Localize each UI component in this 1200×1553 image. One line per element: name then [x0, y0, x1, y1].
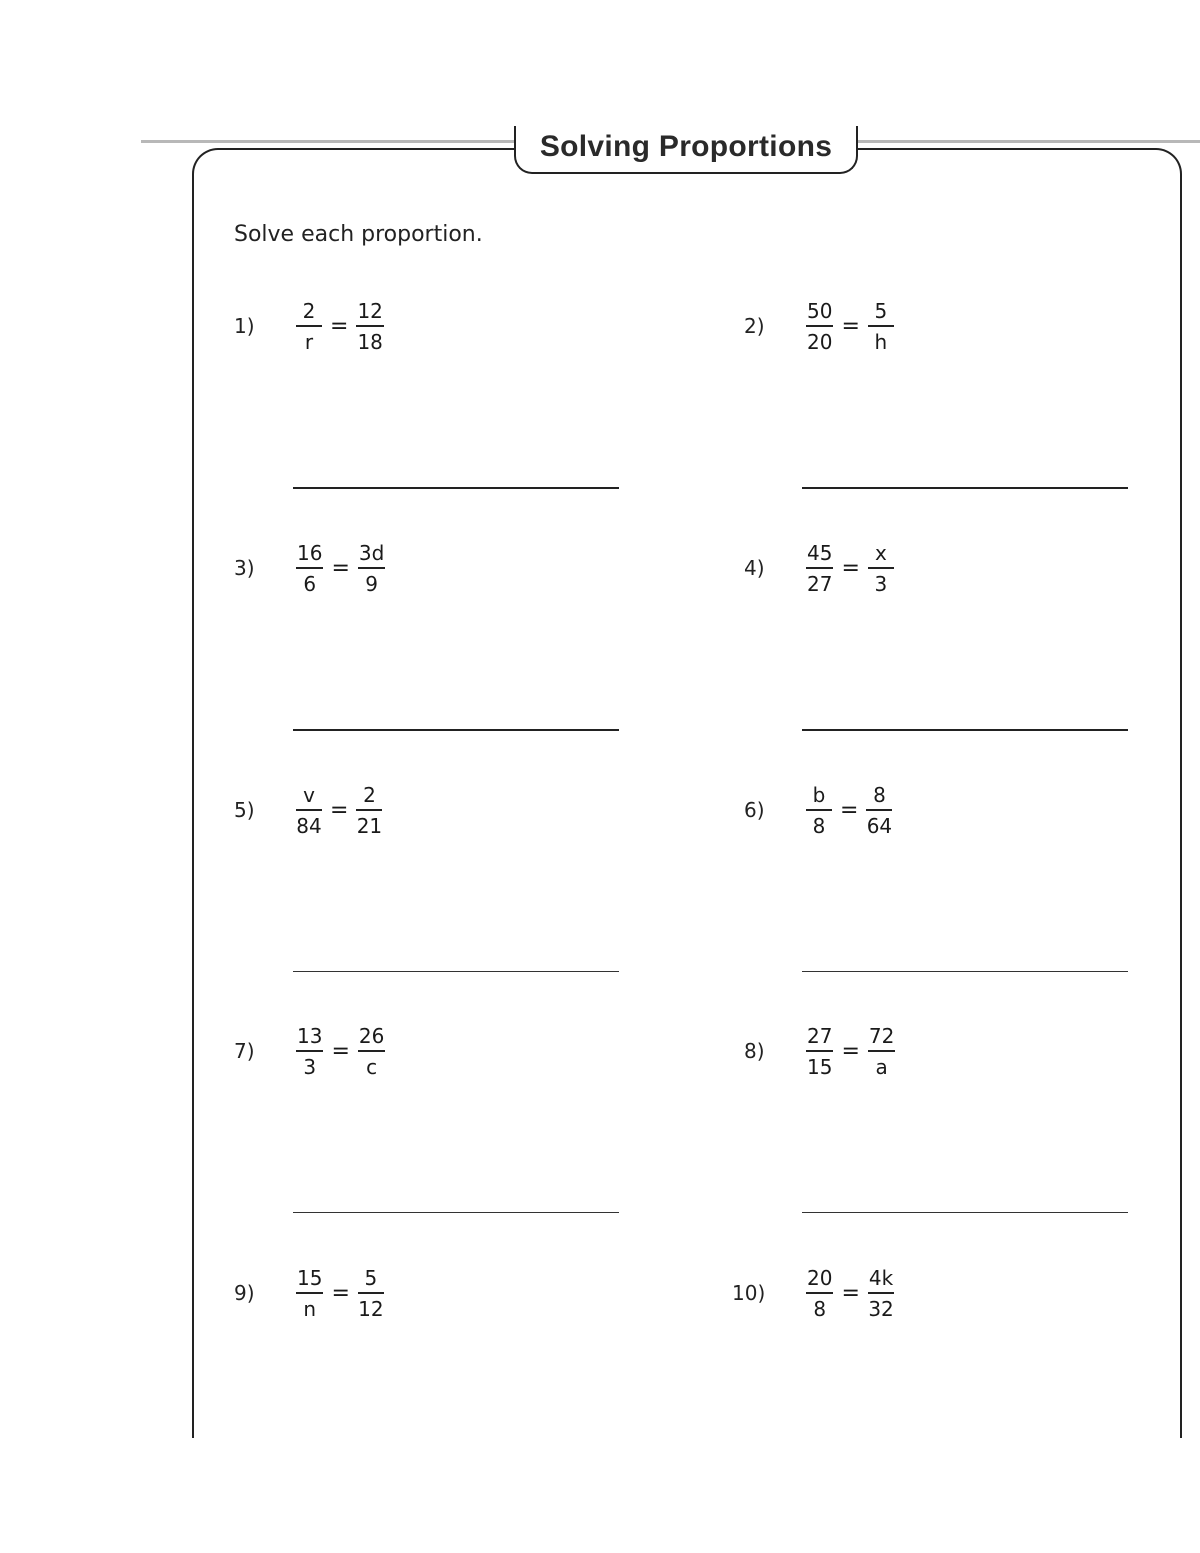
- equals-sign: =: [330, 314, 349, 339]
- fraction-bar: [296, 567, 323, 569]
- fraction-bar: [296, 325, 322, 327]
- numerator: 8: [873, 783, 886, 807]
- problem-number: 6): [744, 798, 765, 822]
- denominator: 6: [303, 572, 317, 596]
- fraction-bar: [356, 809, 382, 811]
- equals-sign: =: [331, 1039, 350, 1064]
- equals-sign: =: [841, 1281, 860, 1306]
- right-fraction: [356, 782, 382, 839]
- problem-number: 8): [744, 1039, 765, 1063]
- denominator: 8: [813, 1297, 827, 1321]
- answer-line-5[interactable]: [293, 971, 619, 972]
- answer-line-6[interactable]: [802, 971, 1128, 972]
- right-fraction: [358, 1023, 385, 1080]
- left-fraction: [296, 540, 323, 597]
- left-fraction: [806, 1265, 833, 1322]
- equals-sign: =: [331, 556, 350, 581]
- proportion-equation: [806, 782, 892, 839]
- right-fraction: [358, 540, 385, 597]
- denominator: 15: [807, 1055, 833, 1079]
- right-fraction: [356, 298, 383, 355]
- denominator: 3: [874, 572, 888, 596]
- proportion-equation: [296, 1265, 384, 1322]
- instructions: Solve each proportion.: [234, 222, 483, 247]
- left-fraction: [296, 1265, 323, 1322]
- denominator: 18: [357, 330, 383, 354]
- numerator: 3d: [358, 541, 385, 565]
- fraction-bar: [806, 567, 833, 569]
- denominator: 64: [866, 814, 893, 838]
- numerator: 5: [874, 299, 888, 323]
- denominator: 12: [358, 1297, 384, 1321]
- left-fraction: [296, 782, 322, 839]
- equals-sign: =: [330, 798, 349, 823]
- proportion-equation: [806, 298, 894, 355]
- fraction-bar: [868, 1050, 895, 1052]
- right-fraction: [358, 1265, 384, 1322]
- right-fraction: [868, 1265, 894, 1322]
- numerator: v: [303, 783, 315, 807]
- fraction-bar: [358, 1292, 384, 1294]
- numerator: 15: [297, 1266, 323, 1290]
- left-fraction: [806, 298, 833, 355]
- fraction-bar: [806, 1292, 833, 1294]
- proportion-equation: [296, 1023, 385, 1080]
- equals-sign: =: [331, 1281, 350, 1306]
- left-fraction: [806, 1023, 833, 1080]
- problem-number: 3): [234, 556, 255, 580]
- problem-number: 5): [234, 798, 255, 822]
- problem-number: 9): [234, 1281, 255, 1305]
- answer-line-7[interactable]: [293, 1212, 619, 1213]
- problem-number: 4): [744, 556, 765, 580]
- numerator: 20: [807, 1266, 833, 1290]
- denominator: c: [366, 1055, 378, 1079]
- denominator: 27: [807, 572, 833, 596]
- numerator: 27: [807, 1024, 833, 1048]
- answer-line-8[interactable]: [802, 1212, 1128, 1213]
- denominator: 32: [868, 1297, 894, 1321]
- proportion-equation: [296, 782, 382, 839]
- right-fraction: [866, 782, 892, 839]
- numerator: 5: [364, 1266, 378, 1290]
- right-fraction: [868, 540, 894, 597]
- answer-line-4[interactable]: [802, 729, 1128, 731]
- denominator: a: [875, 1055, 888, 1079]
- denominator: n: [303, 1297, 317, 1321]
- left-fraction: [296, 298, 322, 355]
- right-fraction: [868, 298, 894, 355]
- fraction-bar: [806, 325, 833, 327]
- fraction-bar: [296, 1050, 323, 1052]
- worksheet-title: Solving Proportions: [539, 130, 833, 163]
- problem-number: 2): [744, 314, 765, 338]
- problem-number: 7): [234, 1039, 255, 1063]
- fraction-bar: [868, 325, 894, 327]
- title-tab: [514, 126, 858, 174]
- numerator: 45: [807, 541, 833, 565]
- numerator: 50: [807, 299, 833, 323]
- left-fraction: [806, 540, 833, 597]
- numerator: 72: [868, 1024, 895, 1048]
- proportion-equation: [296, 540, 385, 597]
- numerator: 26: [358, 1024, 385, 1048]
- denominator: 3: [303, 1055, 317, 1079]
- left-fraction: [806, 782, 832, 839]
- answer-line-3[interactable]: [293, 729, 619, 731]
- numerator: 4k: [868, 1266, 894, 1290]
- fraction-bar: [296, 809, 322, 811]
- proportion-equation: [296, 298, 384, 355]
- fraction-bar: [806, 809, 832, 811]
- fraction-bar: [296, 1292, 323, 1294]
- denominator: 8: [812, 814, 826, 838]
- numerator: 2: [363, 783, 376, 807]
- fraction-bar: [356, 325, 383, 327]
- proportion-equation: [806, 1265, 894, 1322]
- numerator: 16: [297, 541, 323, 565]
- numerator: x: [874, 541, 887, 565]
- answer-line-2[interactable]: [802, 487, 1128, 489]
- equals-sign: =: [841, 556, 860, 581]
- denominator: h: [874, 330, 888, 354]
- equals-sign: =: [841, 314, 860, 339]
- fraction-bar: [868, 1292, 894, 1294]
- denominator: r: [304, 330, 314, 354]
- left-fraction: [296, 1023, 323, 1080]
- denominator: 9: [365, 572, 378, 596]
- fraction-bar: [358, 1050, 385, 1052]
- answer-line-1[interactable]: [293, 487, 619, 489]
- numerator: 12: [357, 299, 383, 323]
- denominator: 84: [296, 814, 322, 838]
- fraction-bar: [866, 809, 892, 811]
- problem-number: 1): [234, 314, 255, 338]
- proportion-equation: [806, 540, 894, 597]
- numerator: 2: [302, 299, 316, 323]
- denominator: 20: [807, 330, 833, 354]
- right-fraction: [868, 1023, 895, 1080]
- fraction-bar: [358, 567, 385, 569]
- proportion-equation: [806, 1023, 895, 1080]
- problem-number: 10): [732, 1281, 766, 1305]
- numerator: b: [812, 783, 826, 807]
- denominator: 21: [356, 814, 383, 838]
- fraction-bar: [868, 567, 894, 569]
- equals-sign: =: [840, 798, 859, 823]
- equals-sign: =: [841, 1039, 860, 1064]
- fraction-bar: [806, 1050, 833, 1052]
- numerator: 13: [297, 1024, 323, 1048]
